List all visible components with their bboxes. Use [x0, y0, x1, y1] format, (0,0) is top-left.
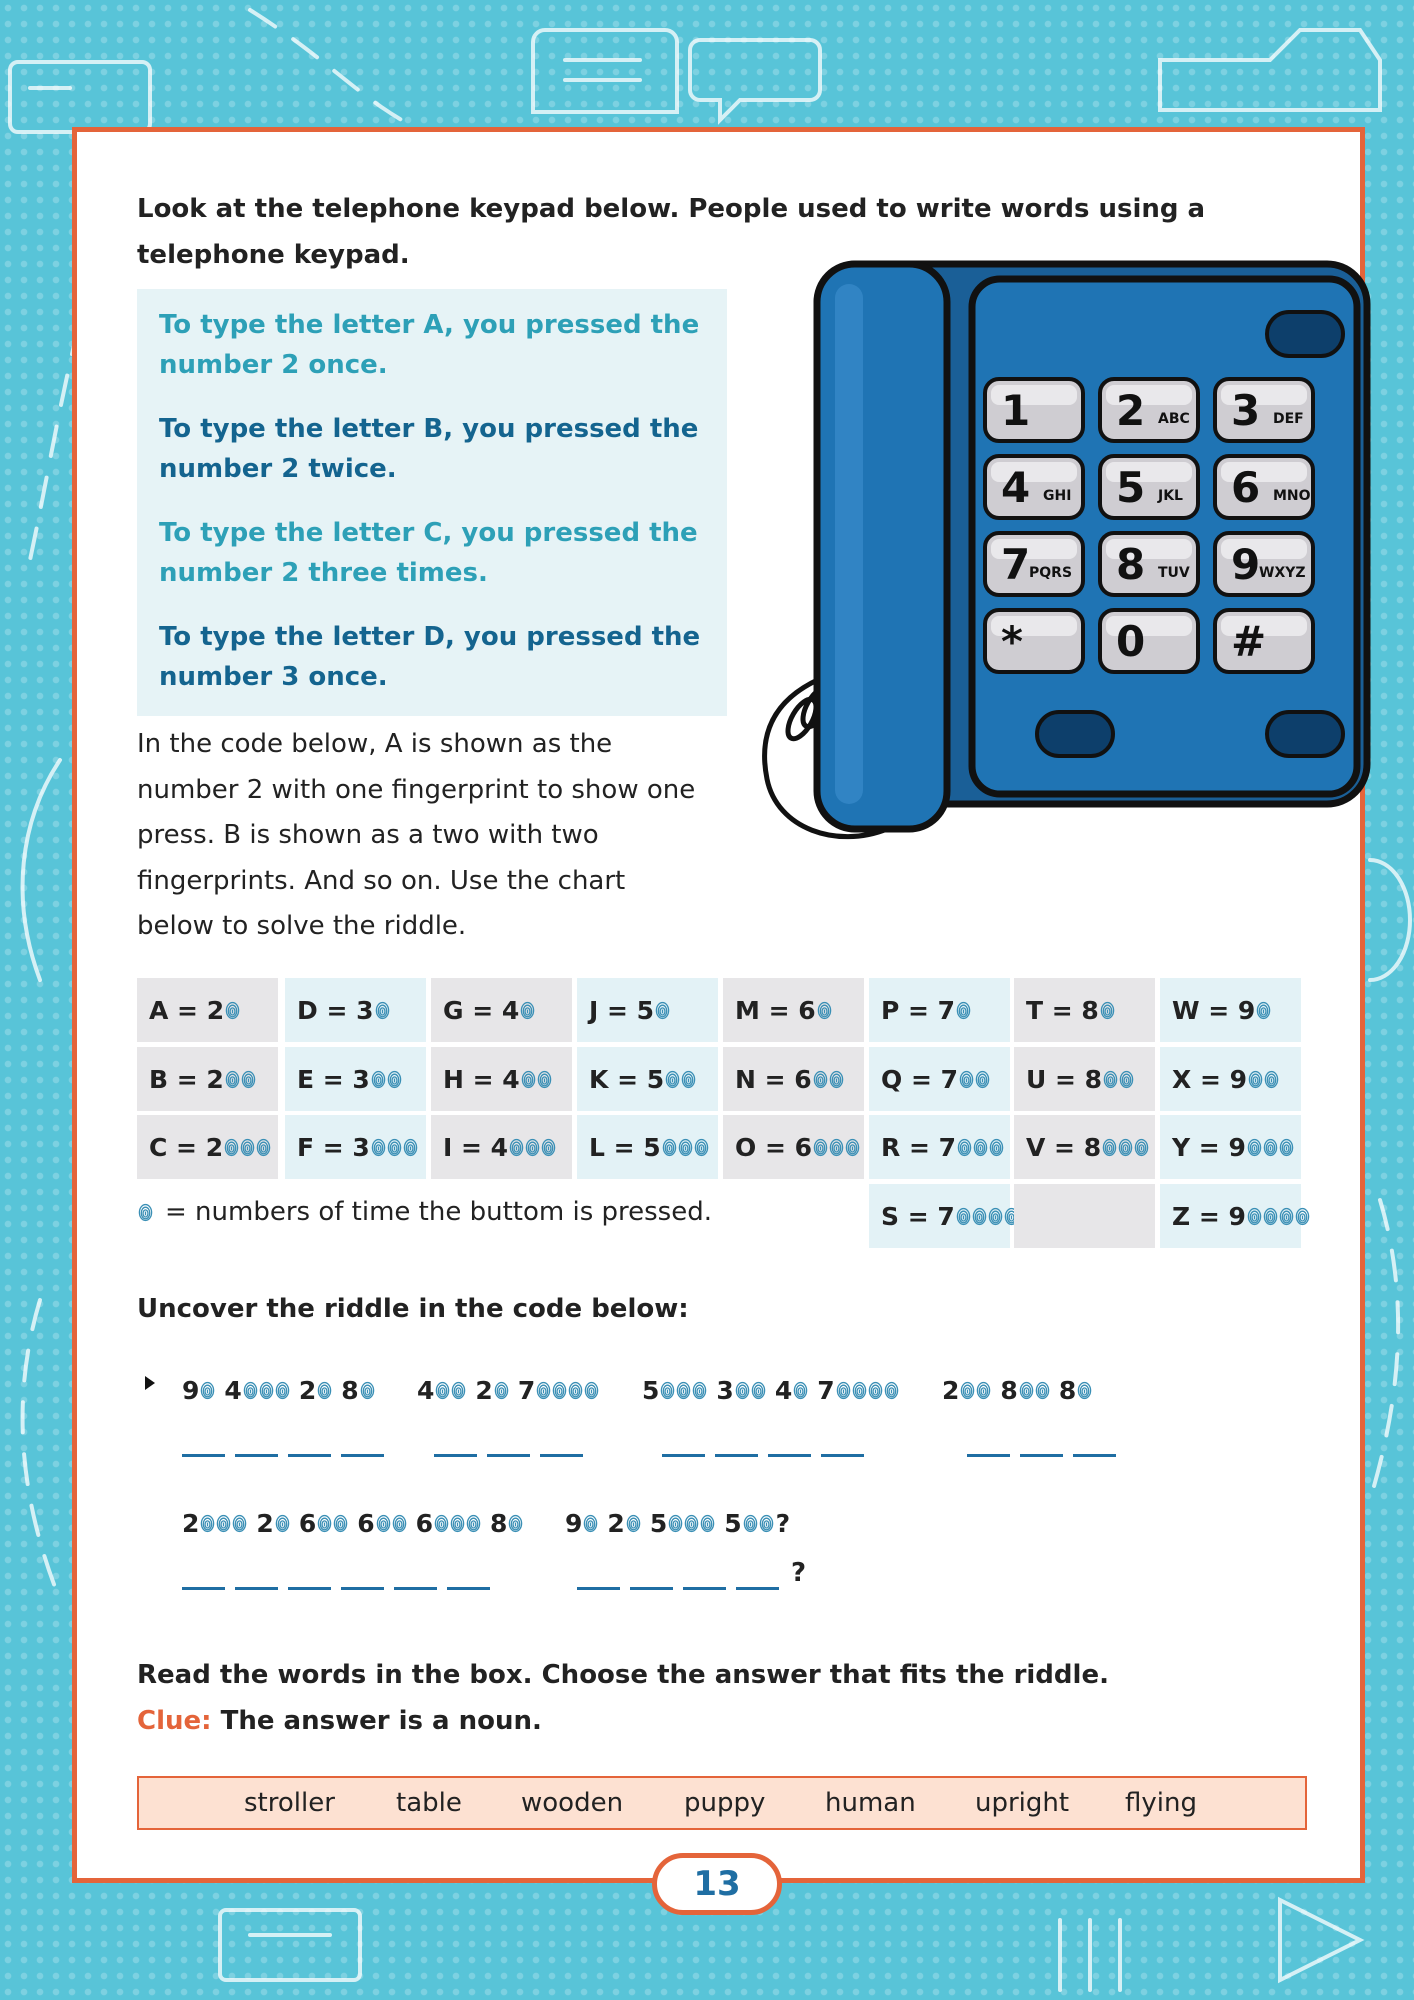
- fingerprint-icon: [735, 1381, 750, 1400]
- code-digit: 5: [724, 1508, 742, 1538]
- code-cell: [285, 1115, 426, 1179]
- fingerprint-icon: [225, 1001, 240, 1020]
- explanation-text: In the code below, A is shown as the number 2 with one fingerprint to show one press. B is shown as a two with two fingerprints. And so on. Use the chart below to solve the riddle.: [137, 729, 696, 941]
- fingerprint-icon: [1118, 1138, 1133, 1157]
- letter-blank[interactable]: [1073, 1437, 1116, 1457]
- fingerprint-icon: [333, 1514, 348, 1533]
- code-cell: [137, 1115, 278, 1179]
- keypad-key-4: [985, 456, 1083, 518]
- fingerprint-icon: [508, 1514, 523, 1533]
- page-number: 13: [652, 1853, 782, 1915]
- blank-question-mark: ?: [791, 1558, 807, 1588]
- word-option[interactable]: puppy: [684, 1788, 766, 1818]
- fingerprint-icon: [317, 1381, 332, 1400]
- fingerprint-icon: [972, 1207, 987, 1226]
- code-cell-label: X = 9: [1172, 1064, 1248, 1094]
- key-letters: TUV: [1158, 565, 1190, 581]
- key-letters: ABC: [1158, 411, 1190, 427]
- fingerprint-icon: [960, 1381, 975, 1400]
- keypad-key-5: [1100, 456, 1198, 518]
- code-cell: [1160, 978, 1301, 1042]
- key-digit: 5: [1116, 463, 1146, 512]
- keypad-key-1: [985, 379, 1083, 441]
- code-cell-label: M = 6: [735, 995, 816, 1025]
- keypad-key-8: [1100, 533, 1198, 595]
- letter-blank[interactable]: [487, 1437, 530, 1457]
- fingerprint-icon: [1295, 1207, 1310, 1226]
- fingerprint-icon: [1134, 1138, 1149, 1157]
- code-digit: 2: [475, 1375, 493, 1405]
- riddle-title: Uncover the riddle in the code below:: [137, 1294, 689, 1324]
- fingerprint-icon: [259, 1381, 274, 1400]
- fingerprint-icon: [1247, 1138, 1262, 1157]
- key-digit: 6: [1231, 463, 1261, 512]
- info-line-a: To type the letter A, you pressed the number 2 once.: [159, 310, 700, 380]
- fingerprint-icon: [1263, 1138, 1278, 1157]
- fingerprint-icon: [1279, 1207, 1294, 1226]
- fingerprint-icon: [216, 1514, 231, 1533]
- fingerprint-icon: [225, 1070, 240, 1089]
- answer-blanks: [662, 1437, 864, 1457]
- fingerprint-icon: [494, 1381, 509, 1400]
- fingerprint-icon: [537, 1070, 552, 1089]
- letter-blank[interactable]: [341, 1437, 384, 1457]
- code-cell: [1160, 1047, 1301, 1111]
- fingerprint-icon: [138, 1203, 153, 1222]
- code-digit: 6: [415, 1508, 434, 1538]
- fingerprint-icon: [434, 1514, 449, 1533]
- keypad-key-star: [985, 610, 1083, 672]
- word-option[interactable]: table: [396, 1788, 462, 1818]
- fingerprint-icon: [852, 1381, 867, 1400]
- letter-blank[interactable]: [715, 1437, 758, 1457]
- code-cell-label: H = 4: [443, 1064, 520, 1094]
- code-digit: 6: [298, 1508, 317, 1538]
- code-digit: 2: [942, 1375, 960, 1405]
- clue-label: Clue:: [137, 1706, 212, 1736]
- fingerprint-icon: [662, 1138, 677, 1157]
- key-digit: 2: [1116, 386, 1146, 435]
- word-option[interactable]: stroller: [244, 1788, 335, 1818]
- legend: [137, 1192, 712, 1232]
- letter-blank[interactable]: [662, 1437, 705, 1457]
- fingerprint-icon: [584, 1381, 599, 1400]
- code-cell: [869, 1184, 1010, 1248]
- fingerprint-icon: [678, 1138, 693, 1157]
- letter-blank[interactable]: [235, 1570, 278, 1590]
- code-cell-label: A = 2: [149, 995, 225, 1025]
- fingerprint-icon: [376, 1514, 391, 1533]
- fingerprint-icon: [275, 1514, 290, 1533]
- fingerprint-icon: [956, 1001, 971, 1020]
- fingerprint-icon: [466, 1514, 481, 1533]
- letter-blank[interactable]: [967, 1437, 1010, 1457]
- fingerprint-icon: [681, 1070, 696, 1089]
- fingerprint-icon: [200, 1381, 215, 1400]
- fingerprint-icon: [360, 1381, 375, 1400]
- letter-blank[interactable]: [577, 1570, 620, 1590]
- fingerprint-icon: [224, 1138, 239, 1157]
- fingerprint-icon: [817, 1001, 832, 1020]
- code-cell: [1014, 1115, 1155, 1179]
- fingerprint-icon: [450, 1514, 465, 1533]
- letter-blank[interactable]: [341, 1570, 384, 1590]
- code-cell-label: U = 8: [1026, 1064, 1103, 1094]
- key-digit: 4: [1001, 463, 1031, 512]
- code-cell: [577, 978, 718, 1042]
- fingerprint-icon: [973, 1138, 988, 1157]
- code-digit: 4: [224, 1375, 242, 1405]
- fingerprint-icon: [435, 1381, 450, 1400]
- code-word: [942, 1372, 1092, 1408]
- code-cell-label: S = 7: [881, 1201, 955, 1231]
- code-cell: [431, 1115, 572, 1179]
- keypad-key-0: [1100, 610, 1198, 672]
- code-cell: [577, 1047, 718, 1111]
- worksheet-page: [72, 127, 1365, 1883]
- code-cell: [1014, 978, 1155, 1042]
- code-digit: 8: [490, 1508, 508, 1538]
- code-cell: [723, 1047, 864, 1111]
- letter-blank[interactable]: [1020, 1437, 1063, 1457]
- code-digit: 9: [565, 1508, 583, 1538]
- key-letters: MNO: [1273, 488, 1311, 504]
- code-digit: 2: [298, 1375, 317, 1405]
- code-digit: 5: [649, 1508, 668, 1538]
- fingerprint-icon: [626, 1514, 641, 1533]
- code-digit: 6: [357, 1508, 375, 1538]
- fingerprint-icon: [1263, 1207, 1278, 1226]
- fingerprint-icon: [1103, 1070, 1118, 1089]
- code-cell-label: V = 8: [1026, 1132, 1102, 1162]
- fingerprint-icon: [1077, 1381, 1092, 1400]
- code-digit: 8: [1058, 1375, 1077, 1405]
- answer-blanks: [967, 1437, 1116, 1457]
- code-cell-label: O = 6: [735, 1132, 813, 1162]
- code-cell-label: K = 5: [589, 1064, 665, 1094]
- code-cell: [869, 978, 1010, 1042]
- fingerprint-icon: [536, 1381, 551, 1400]
- code-word: [182, 1372, 375, 1408]
- word-option[interactable]: human: [825, 1788, 916, 1818]
- code-cell-label: Z = 9: [1172, 1201, 1246, 1231]
- code-cell: [723, 978, 864, 1042]
- fingerprint-icon: [371, 1138, 386, 1157]
- keypad-key-6: [1215, 456, 1313, 518]
- letter-blank[interactable]: [821, 1437, 864, 1457]
- answer-blanks: [434, 1437, 583, 1457]
- code-digit: 2: [182, 1508, 200, 1538]
- key-digit: 1: [1001, 386, 1031, 435]
- question-mark: ?: [775, 1508, 791, 1538]
- fingerprint-icon: [1100, 1001, 1115, 1020]
- word-box: [137, 1776, 1307, 1830]
- caret-right-icon: [144, 1375, 156, 1391]
- code-digit: 4: [774, 1375, 793, 1405]
- code-cell-label: G = 4: [443, 995, 520, 1025]
- key-digit: 8: [1116, 540, 1146, 589]
- fingerprint-icon: [692, 1381, 707, 1400]
- code-digit: 7: [517, 1375, 536, 1405]
- answer-blanks: [182, 1570, 490, 1590]
- letter-blank[interactable]: [540, 1437, 583, 1457]
- key-letters: JKL: [1158, 488, 1183, 504]
- clue-text: The answer is a noun.: [220, 1706, 542, 1736]
- fingerprint-icon: [836, 1381, 851, 1400]
- code-cell-label: L = 5: [589, 1132, 661, 1162]
- code-digit: 8: [1000, 1375, 1018, 1405]
- legend-text: = numbers of time the buttom is pressed.: [165, 1197, 712, 1227]
- fingerprint-icon: [700, 1514, 715, 1533]
- key-digit: 9: [1231, 540, 1261, 589]
- code-cell-label: C = 2: [149, 1132, 224, 1162]
- letter-blank[interactable]: [630, 1570, 673, 1590]
- keypad-key-9: [1215, 533, 1313, 595]
- letter-blank[interactable]: [235, 1437, 278, 1457]
- answer-instruction: Read the words in the box. Choose the answer that fits the riddle.: [137, 1660, 1109, 1690]
- code-cell: [723, 1115, 864, 1179]
- code-cell-label: P = 7: [881, 995, 956, 1025]
- code-cell-label: J = 5: [589, 995, 655, 1025]
- code-cell: [577, 1115, 718, 1179]
- code-cell-label: D = 3: [297, 995, 374, 1025]
- info-line-d: To type the letter D, you pressed the number 3 once.: [159, 622, 701, 692]
- letter-blank[interactable]: [394, 1570, 437, 1590]
- letter-blank[interactable]: [288, 1570, 331, 1590]
- fingerprint-icon: [583, 1514, 598, 1533]
- code-cell-label: F = 3: [297, 1132, 370, 1162]
- fingerprint-icon: [520, 1001, 535, 1020]
- code-word: [417, 1372, 599, 1408]
- key-letters: GHI: [1043, 488, 1072, 504]
- code-cell: [1014, 1184, 1155, 1248]
- fingerprint-icon: [694, 1138, 709, 1157]
- code-cell: [1160, 1184, 1301, 1248]
- fingerprint-icon: [451, 1381, 466, 1400]
- keypad-key-7: [985, 533, 1083, 595]
- fingerprint-icon: [525, 1138, 540, 1157]
- code-word: [565, 1505, 790, 1541]
- fingerprint-icon: [743, 1514, 758, 1533]
- fingerprint-icon: [1264, 1070, 1279, 1089]
- info-line-b: To type the letter B, you pressed the number 2 twice.: [159, 414, 699, 484]
- fingerprint-icon: [200, 1514, 215, 1533]
- code-cell-label: R = 7: [881, 1132, 956, 1162]
- key-letters: PQRS: [1029, 565, 1073, 581]
- clue-line: [137, 1706, 542, 1736]
- code-cell: [869, 1047, 1010, 1111]
- fingerprint-icon: [1102, 1138, 1117, 1157]
- code-cell-label: B = 2: [149, 1064, 224, 1094]
- code-cell: [285, 978, 426, 1042]
- code-digit: 8: [341, 1375, 359, 1405]
- code-cell-label: W = 9: [1172, 995, 1256, 1025]
- fingerprint-icon: [655, 1001, 670, 1020]
- word-option[interactable]: upright: [975, 1788, 1070, 1818]
- fingerprint-icon: [256, 1138, 271, 1157]
- fingerprint-icon: [1248, 1070, 1263, 1089]
- fingerprint-icon: [668, 1514, 683, 1533]
- fingerprint-icon: [232, 1514, 247, 1533]
- code-digit: 7: [817, 1375, 835, 1405]
- code-digit: 2: [607, 1508, 625, 1538]
- code-cell-label: T = 8: [1026, 995, 1099, 1025]
- fingerprint-icon: [751, 1381, 766, 1400]
- code-cell-label: I = 4: [443, 1132, 509, 1162]
- code-cell: [1014, 1047, 1155, 1111]
- code-cell-label: Y = 9: [1172, 1132, 1246, 1162]
- fingerprint-icon: [976, 1381, 991, 1400]
- fingerprint-icon: [375, 1001, 390, 1020]
- fingerprint-icon: [868, 1381, 883, 1400]
- code-cell: [431, 1047, 572, 1111]
- fingerprint-icon: [275, 1381, 290, 1400]
- letter-blank[interactable]: [447, 1570, 490, 1590]
- fingerprint-icon: [959, 1070, 974, 1089]
- fingerprint-icon: [541, 1138, 556, 1157]
- fingerprint-icon: [845, 1138, 860, 1157]
- letter-blank[interactable]: [288, 1437, 331, 1457]
- code-word: [182, 1505, 523, 1541]
- fingerprint-icon: [813, 1070, 828, 1089]
- key-digit: 3: [1231, 386, 1261, 435]
- fingerprint-icon: [813, 1138, 828, 1157]
- fingerprint-icon: [676, 1381, 691, 1400]
- code-cell: [137, 978, 278, 1042]
- fingerprint-icon: [387, 1070, 402, 1089]
- fingerprint-icon: [243, 1381, 258, 1400]
- intro-text: Look at the telephone keypad below. People used to write words using a telephone keypad.: [137, 194, 1206, 270]
- letter-blank[interactable]: [182, 1570, 225, 1590]
- key-letters: DEF: [1273, 411, 1304, 427]
- keypad-key-2: [1100, 379, 1198, 441]
- fingerprint-icon: [403, 1138, 418, 1157]
- letter-blank[interactable]: [683, 1570, 726, 1590]
- code-digit: 4: [417, 1375, 435, 1405]
- key-digit: *: [1001, 617, 1023, 666]
- fingerprint-icon: [552, 1381, 567, 1400]
- fingerprint-icon: [392, 1514, 407, 1533]
- keypad-key-3: [1215, 379, 1313, 441]
- fingerprint-icon: [793, 1381, 808, 1400]
- code-cell: [1160, 1115, 1301, 1179]
- fingerprint-icon: [957, 1138, 972, 1157]
- telephone-illustration: [717, 259, 1372, 859]
- code-cell-label: Q = 7: [881, 1064, 959, 1094]
- fingerprint-icon: [759, 1514, 774, 1533]
- fingerprint-icon: [1119, 1070, 1134, 1089]
- fingerprint-icon: [240, 1138, 255, 1157]
- fingerprint-icon: [660, 1381, 675, 1400]
- key-digit: 7: [1001, 540, 1031, 589]
- fingerprint-icon: [521, 1070, 536, 1089]
- code-cell: [137, 1047, 278, 1111]
- code-cell: [869, 1115, 1010, 1179]
- key-digit: #: [1231, 617, 1267, 666]
- fingerprint-icon: [371, 1070, 386, 1089]
- code-cell: [431, 978, 572, 1042]
- fingerprint-icon: [988, 1207, 1003, 1226]
- key-letters: WXYZ: [1259, 565, 1306, 581]
- code-cell-label: E = 3: [297, 1064, 370, 1094]
- fingerprint-icon: [1279, 1138, 1294, 1157]
- fingerprint-icon: [387, 1138, 402, 1157]
- fingerprint-icon: [989, 1138, 1004, 1157]
- fingerprint-icon: [975, 1070, 990, 1089]
- keypad-key-hash: [1215, 610, 1313, 672]
- letter-blank[interactable]: [182, 1437, 225, 1457]
- info-line-c: To type the letter C, you pressed the number 2 three times.: [159, 518, 698, 588]
- code-digit: 2: [256, 1508, 274, 1538]
- fingerprint-icon: [317, 1514, 332, 1533]
- code-cell: [285, 1047, 426, 1111]
- fingerprint-icon: [1247, 1207, 1262, 1226]
- code-cell-label: N = 6: [735, 1064, 812, 1094]
- fingerprint-icon: [829, 1070, 844, 1089]
- code-digit: 9: [182, 1375, 200, 1405]
- key-digit: 0: [1116, 617, 1146, 666]
- fingerprint-icon: [509, 1138, 524, 1157]
- info-box: [137, 289, 727, 716]
- fingerprint-icon: [684, 1514, 699, 1533]
- fingerprint-icon: [1019, 1381, 1034, 1400]
- answer-blanks: [577, 1570, 779, 1590]
- letter-blank[interactable]: [768, 1437, 811, 1457]
- letter-blank[interactable]: [736, 1570, 779, 1590]
- fingerprint-icon: [884, 1381, 899, 1400]
- code-digit: 5: [642, 1375, 660, 1405]
- word-option[interactable]: flying: [1125, 1788, 1197, 1818]
- code-digit: 3: [716, 1375, 734, 1405]
- fingerprint-icon: [829, 1138, 844, 1157]
- fingerprint-icon: [568, 1381, 583, 1400]
- fingerprint-icon: [956, 1207, 971, 1226]
- code-word: [642, 1372, 899, 1408]
- word-option[interactable]: wooden: [521, 1788, 624, 1818]
- letter-blank[interactable]: [434, 1437, 477, 1457]
- answer-blanks: [182, 1437, 384, 1457]
- fingerprint-icon: [241, 1070, 256, 1089]
- fingerprint-icon: [665, 1070, 680, 1089]
- fingerprint-icon: [1035, 1381, 1050, 1400]
- fingerprint-icon: [1256, 1001, 1271, 1020]
